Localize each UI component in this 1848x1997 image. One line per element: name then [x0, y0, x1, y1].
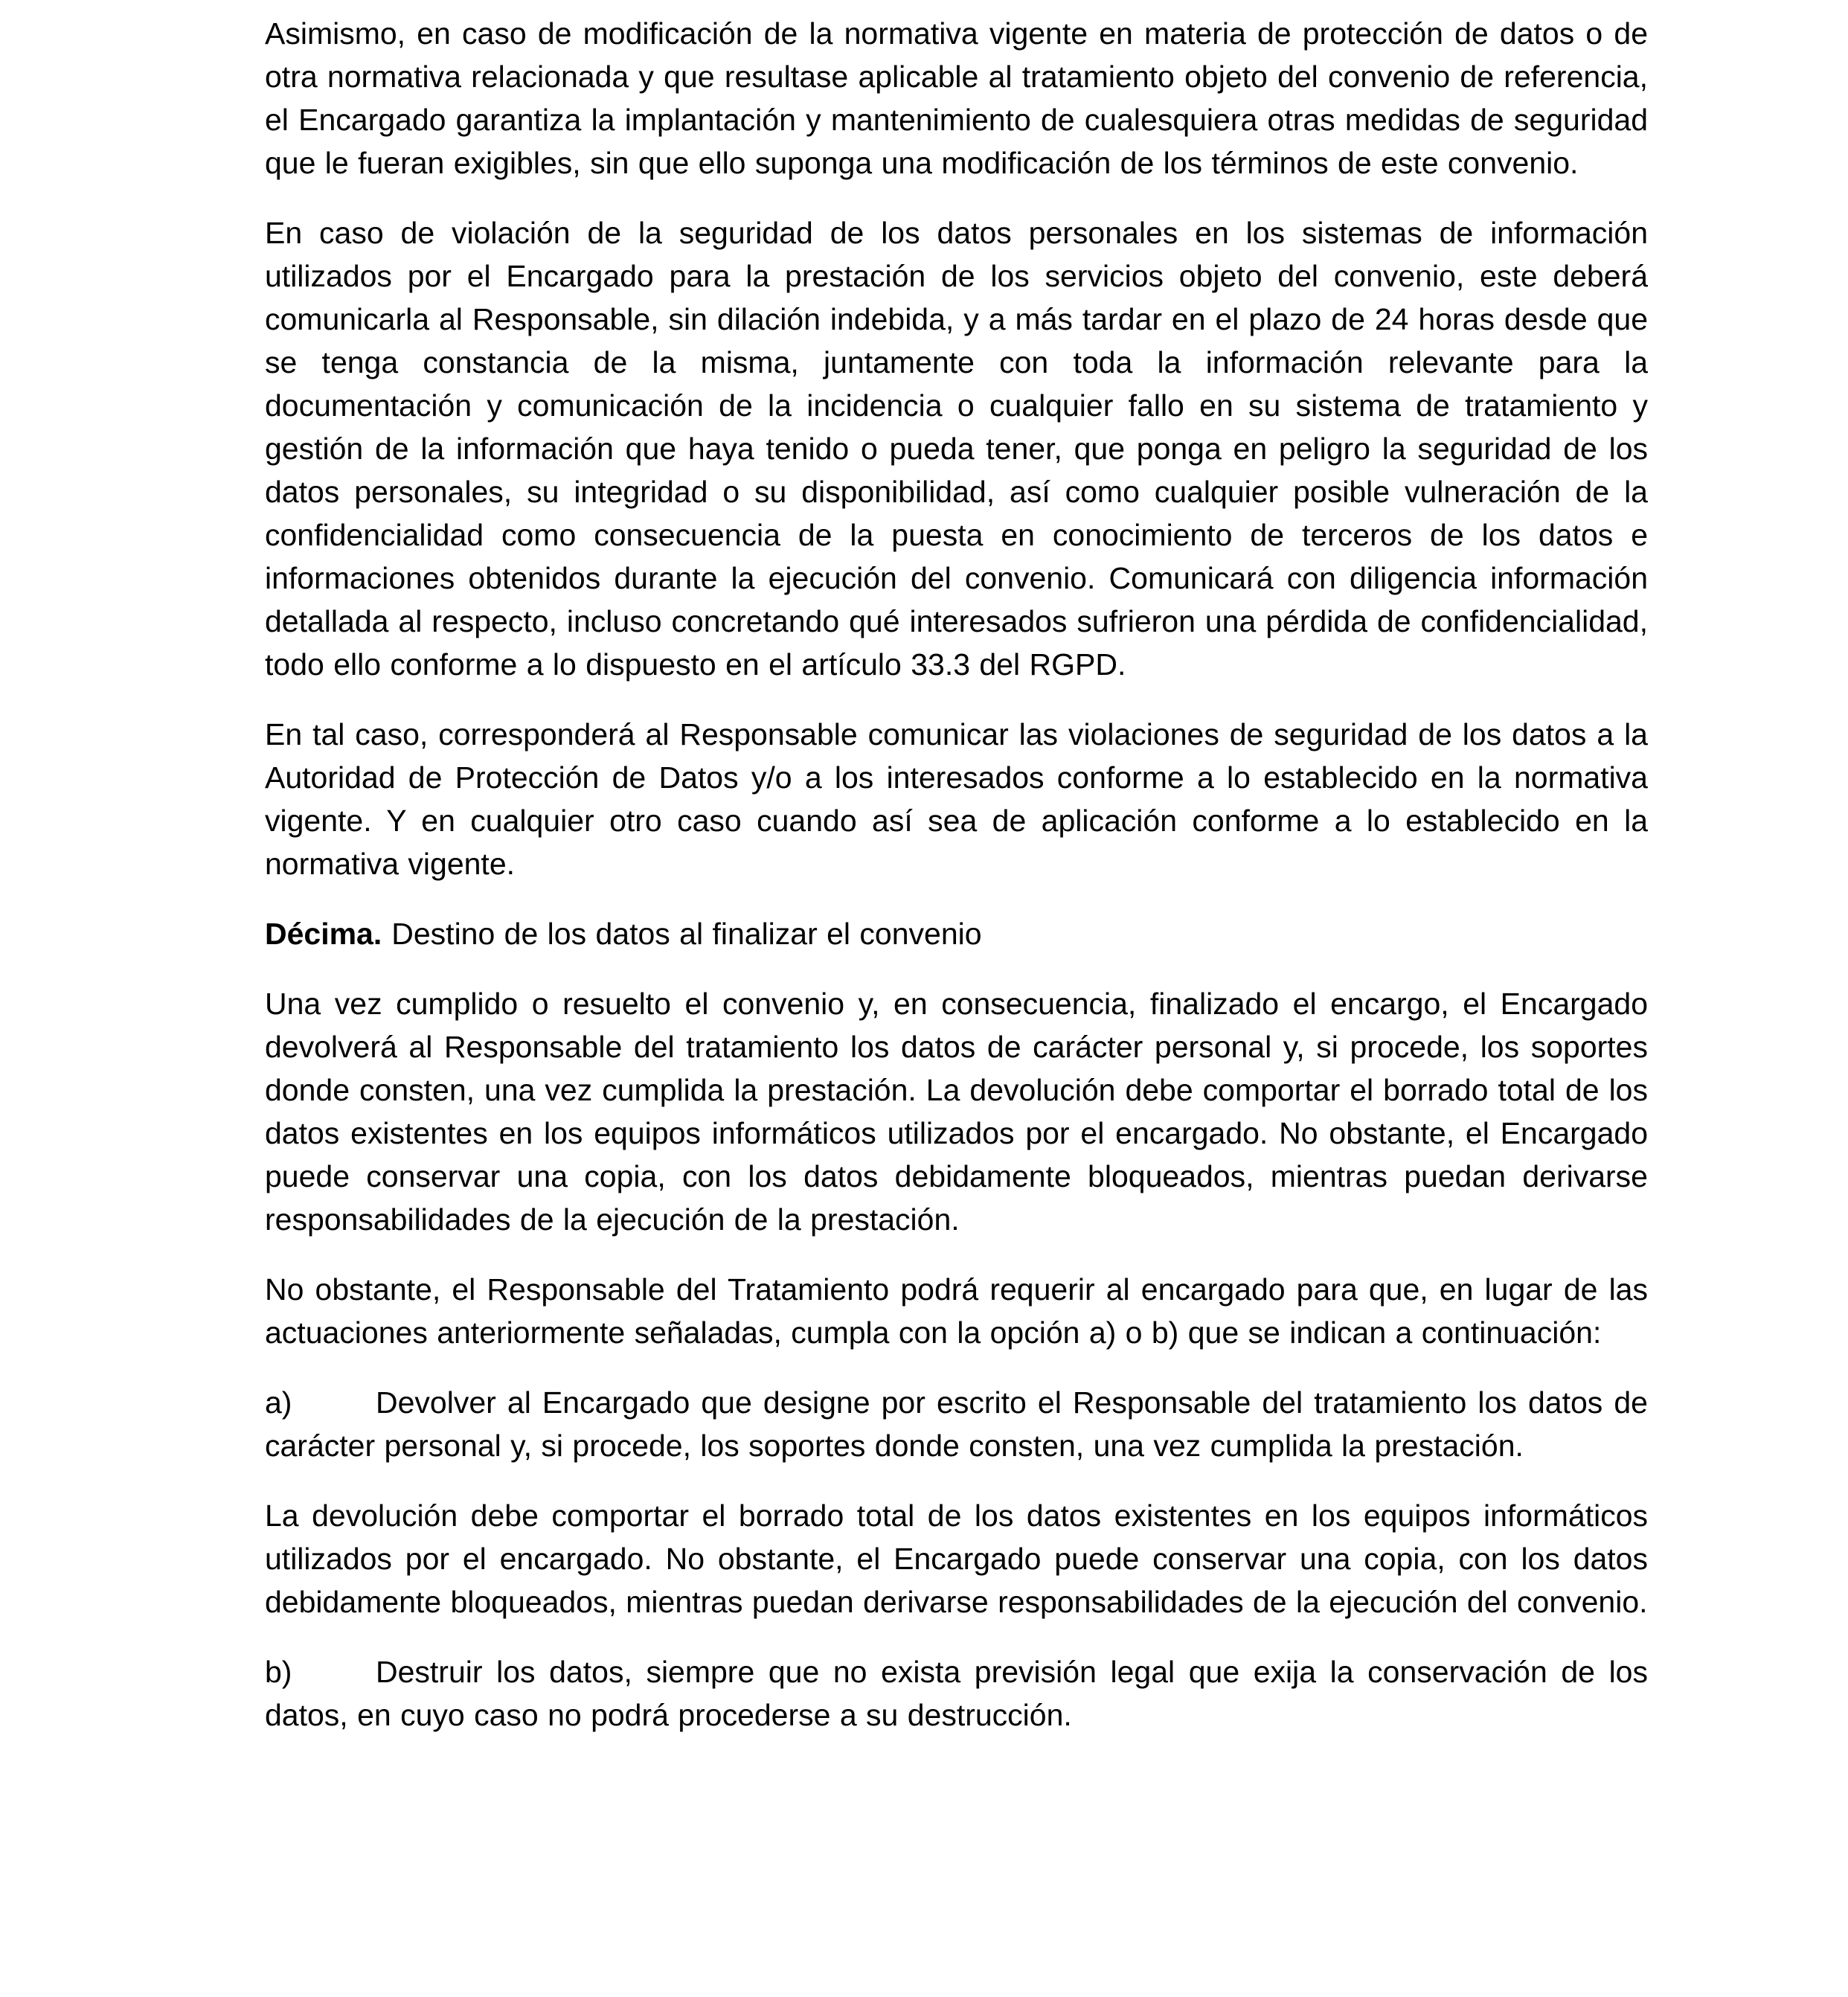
list-item-marker-b: b) — [265, 1655, 292, 1689]
paragraph: No obstante, el Responsable del Tratamiento podrá requerir al encargado para que, en lugar de las actuaciones anteriormente señaladas, cumpla con la opción a) o b) que se indican a continuación: — [265, 1272, 1648, 1350]
list-item-text: Devolver al Encargado que designe por escrito el Responsable del tratamiento los datos de carácter personal y, si procede, los soportes donde consten, una vez cumplida la prestación. — [265, 1385, 1648, 1463]
list-item — [265, 1650, 1648, 1737]
list-item — [265, 1381, 1648, 1467]
paragraph: En caso de violación de la seguridad de los datos personales en los sistemas de información utilizados por el Encargado para la prestación de los servicios objeto del convenio, este deberá comunicarla al Responsable, sin dilación indebida, y a más tardar en el plazo de 24 horas desde que se tenga constancia de la misma, juntamente con toda la información relevante para la documentación y comunicación de la incidencia o cualquier fallo en su sistema de tratamiento y gestión de la información que haya tenido o pueda tener, que ponga en peligro la seguridad de los datos personales, su integridad o su disponibilidad, así como cualquier posible vulneración de la confidencialidad como consecuencia de la puesta en conocimiento de terceros de los datos e informaciones obtenidos durante la ejecución del convenio. Comunicará con diligencia información detallada al respecto, incluso concretando qué interesados sufrieron una pérdida de confidencialidad, todo ello conforme a lo dispuesto en el artículo 33.3 del RGPD. — [265, 216, 1648, 682]
paragraph: En tal caso, corresponderá al Responsable comunicar las violaciones de seguridad de los datos a la Autoridad de Protección de Datos y/o a los interesados conforme a lo establecido en la normativa vigente. Y en cualquier otro caso cuando así sea de aplicación conforme a lo establecido en la normativa vigente. — [265, 717, 1648, 881]
section-heading-number: Décima. — [265, 917, 382, 951]
paragraph: Una vez cumplido o resuelto el convenio y, en consecuencia, finalizado el encargo, el Encargado devolverá al Responsable del tratamiento los datos de carácter personal y, si procede, los soportes donde consten, una vez cumplida la prestación. La devolución debe comportar el borrado total de los datos existentes en los equipos informáticos utilizados por el encargado. No obstante, el Encargado puede conservar una copia, con los datos debidamente bloqueados, mientras puedan derivarse responsabilidades de la ejecución de la prestación. — [265, 987, 1648, 1237]
section-heading-title: Destino de los datos al finalizar el convenio — [391, 917, 982, 951]
paragraph: Asimismo, en caso de modificación de la normativa vigente en materia de protección de datos o de otra normativa relacionada y que resultase aplicable al tratamiento objeto del convenio de referencia, el Encargado garantiza la implantación y mantenimiento de cualesquiera otras medidas de seguridad que le fueran exigibles, sin que ello suponga una modificación de los términos de este convenio. — [265, 16, 1648, 180]
list-item-marker-a: a) — [265, 1385, 292, 1420]
paragraph: La devolución debe comportar el borrado total de los datos existentes en los equipos informáticos utilizados por el encargado. No obstante, el Encargado puede conservar una copia, con los datos debidamente bloqueados, mientras puedan derivarse responsabilidades de la ejecución del convenio. — [265, 1498, 1648, 1619]
list-item-text: Destruir los datos, siempre que no exista previsión legal que exija la conservación de los datos, en cuyo caso no podrá procederse a su destrucción. — [265, 1655, 1648, 1732]
section-heading — [265, 912, 1648, 955]
